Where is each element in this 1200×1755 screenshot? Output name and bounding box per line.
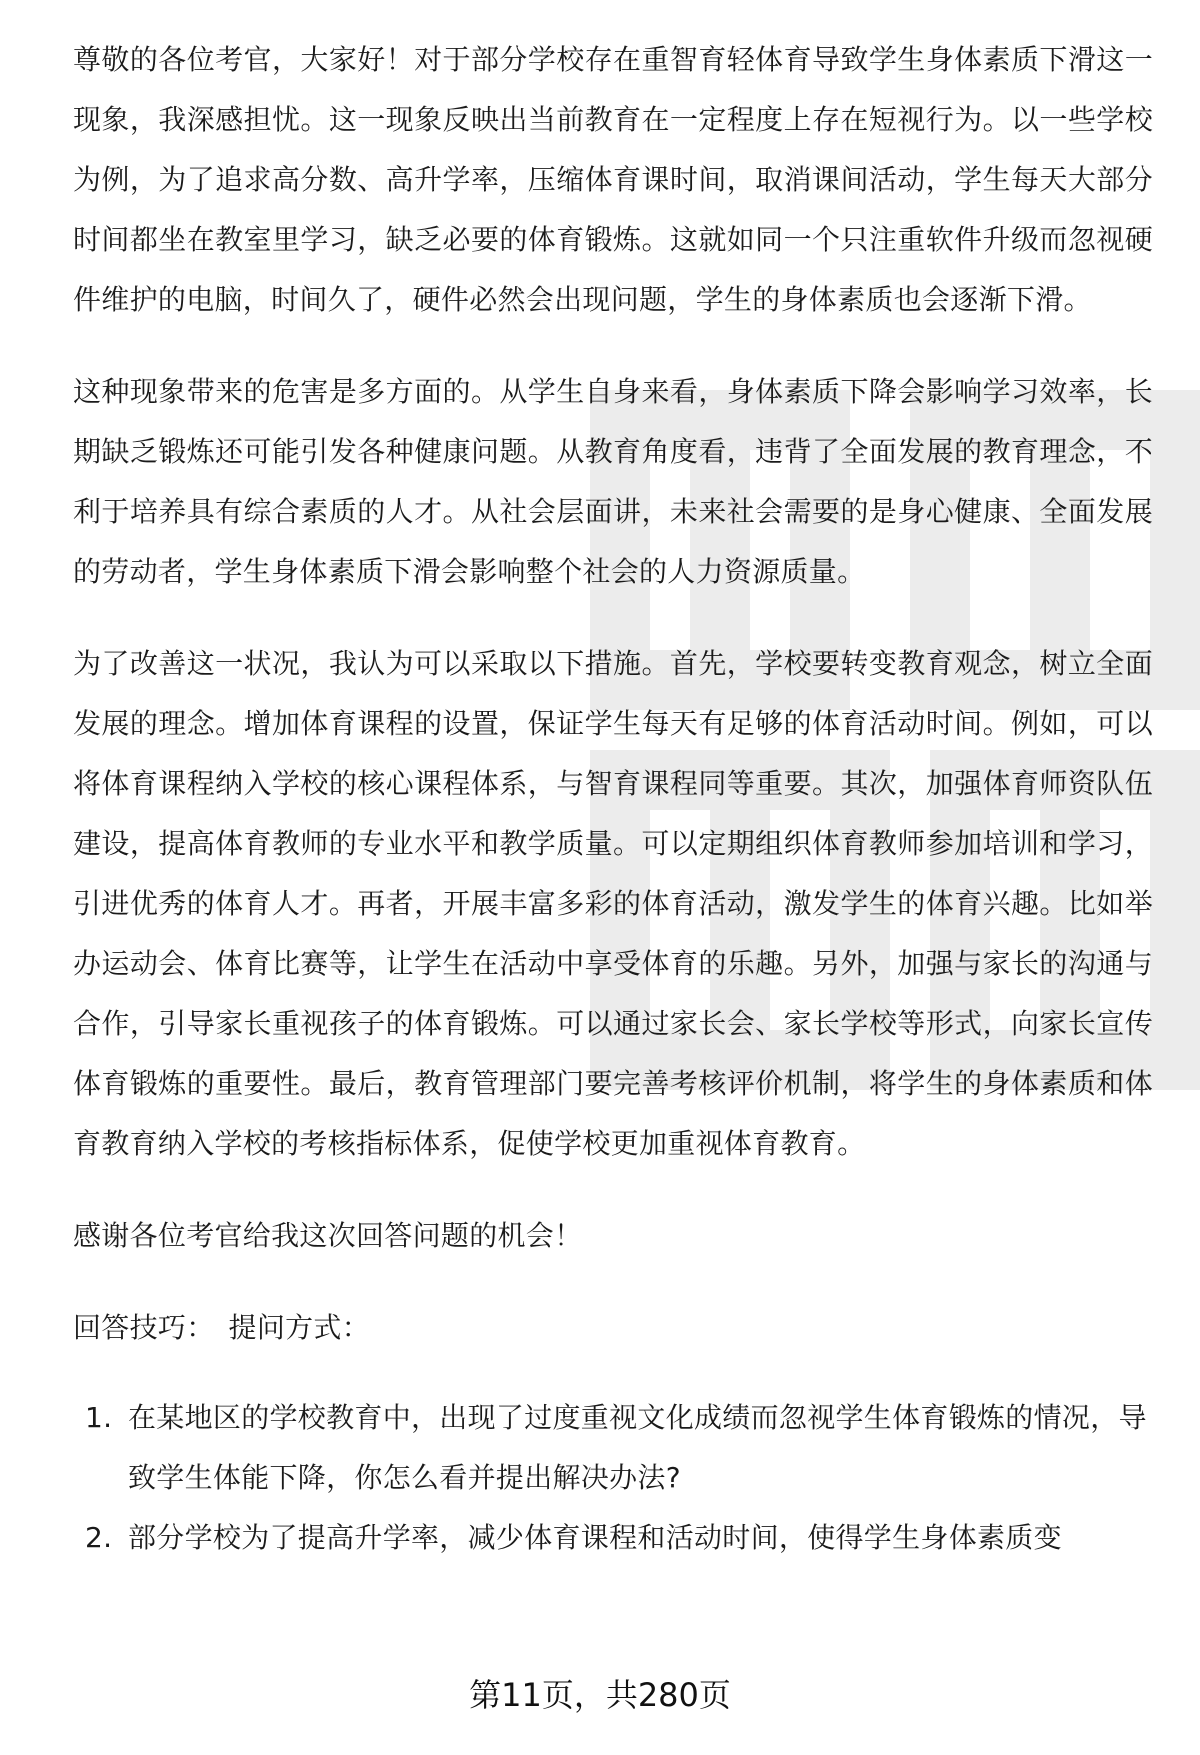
answer-paragraph-intro: 尊敬的各位考官，大家好！对于部分学校存在重智育轻体育导致学生身体素质下滑这一现象，我深感担忧。这一现象反映出当前教育在一定程度上存在短视行为。以一些学校为例，为了追求高分数、高升学率，压缩体育课时间，取消课间活动，学生每天大部分时间都坐在教室里学习，缺乏必要的体育锻炼。这就如同一个只注重软件升级而忽视硬件维护的电脑，时间久了，硬件必然会出现问题，学生的身体素质也会逐渐下滑。 <box>73 43 1153 316</box>
tips-label: 回答技巧： <box>73 1311 215 1344</box>
method-label: 提问方式： <box>228 1311 371 1344</box>
answer-paragraph-measures: 为了改善这一状况，我认为可以采取以下措施。首先，学校要转变教育观念，树立全面发展的理念。增加体育课程的设置，保证学生每天有足够的体育活动时间。例如，可以将体育课程纳入学校的核心课程体系，与智育课程同等重要。其次，加强体育师资队伍建设，提高体育教师的专业水平和教学质量。可以定期组织体育教师参加培训和学习，引进优秀的体育人才。再者，开展丰富多彩的体育活动，激发学生的体育兴趣。比如举办运动会、体育比赛等，让学生在活动中享受体育的乐趣。另外，加强与家长的沟通与合作，引导家长重视孩子的体育锻炼。可以通过家长会、家长学校等形式，向家长宣传体育锻炼的重要性。最后，教育管理部门要完善考核评价机制，将学生的身体素质和体育教育纳入学校的考核指标体系，促使学校更加重视体育教育。 <box>73 647 1153 1160</box>
list-item <box>73 1508 1153 1568</box>
question-list <box>73 1388 1153 1568</box>
page-number-footer: 第11页，共280页 <box>0 1670 1200 1720</box>
document-content <box>73 30 1153 1568</box>
answer-paragraph-thanks: 感谢各位考官给我这次回答问题的机会！ <box>73 1219 583 1252</box>
list-item-text: 部分学校为了提高升学率，减少体育课程和活动时间，使得学生身体素质变 <box>128 1521 1062 1554</box>
tips-heading <box>73 1298 1153 1358</box>
list-item-number: 1. <box>85 1401 113 1434</box>
list-item <box>73 1388 1153 1508</box>
list-item-text: 在某地区的学校教育中，出现了过度重视文化成绩而忽视学生体育锻炼的情况，导致学生体能下降，你怎么看并提出解决办法? <box>128 1401 1147 1494</box>
answer-paragraph-harm: 这种现象带来的危害是多方面的。从学生自身来看，身体素质下降会影响学习效率，长期缺乏锻炼还可能引发各种健康问题。从教育角度看，违背了全面发展的教育理念，不利于培养具有综合素质的人才。从社会层面讲，未来社会需要的是身心健康、全面发展的劳动者，学生身体素质下滑会影响整个社会的人力资源质量。 <box>73 375 1153 588</box>
list-item-number: 2. <box>85 1521 113 1554</box>
